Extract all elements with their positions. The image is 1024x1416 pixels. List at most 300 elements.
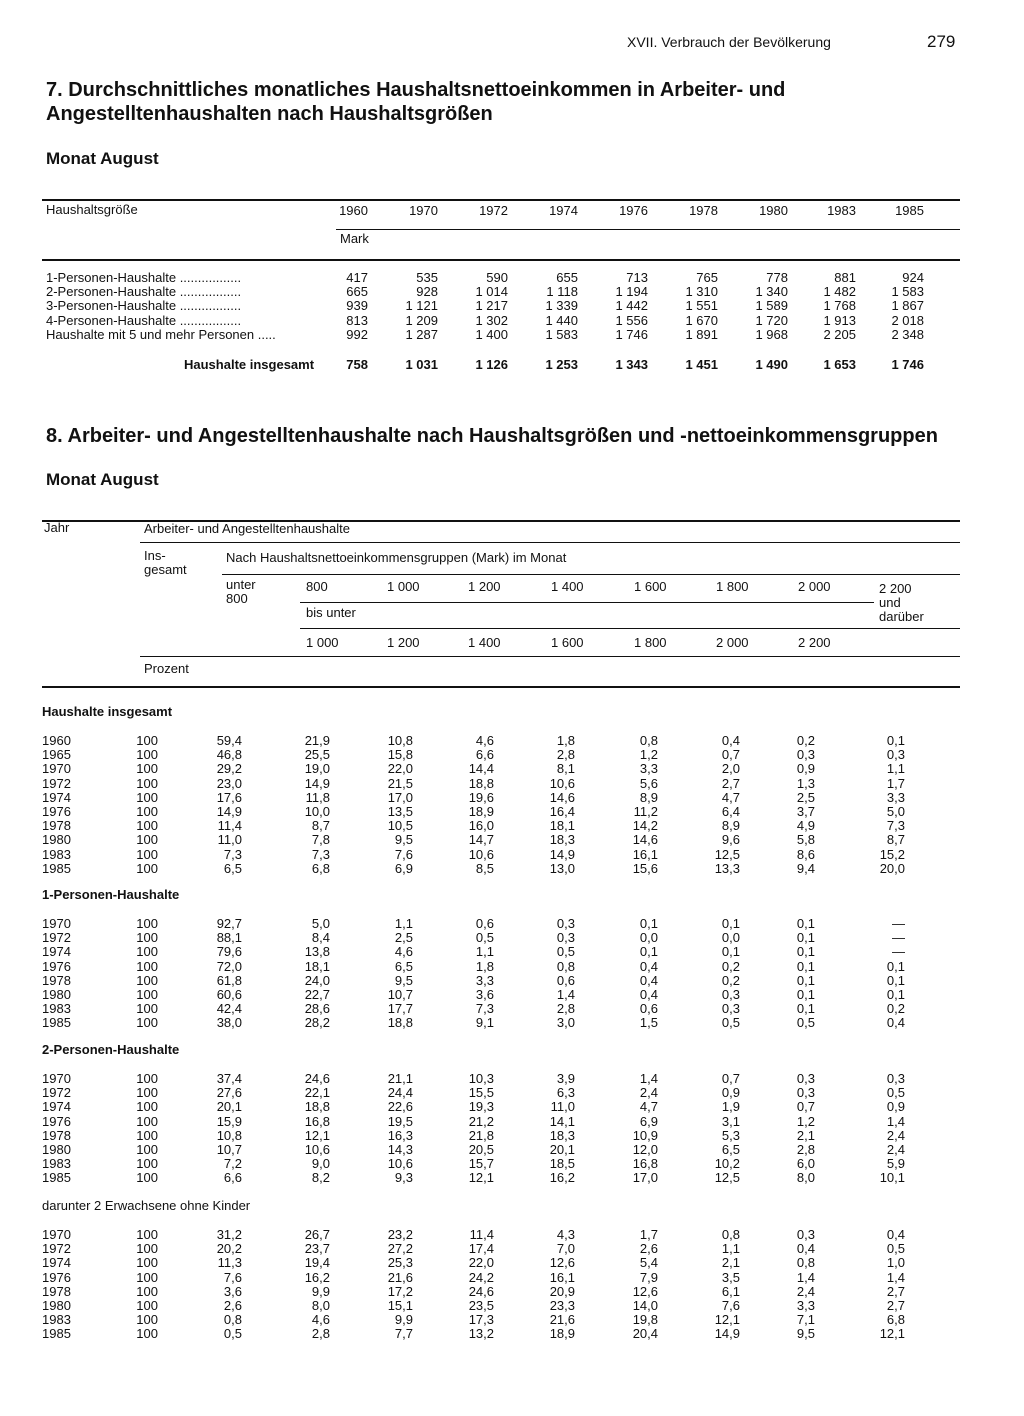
table7-value-cell: 1 891 <box>685 326 718 342</box>
table8-value-cell: 0,6 <box>475 916 494 931</box>
table8-to-cell: 1 200 <box>387 635 420 650</box>
table8-value-column <box>684 1228 740 1342</box>
table7-value-cell: 881 <box>834 270 856 285</box>
table8-value-column <box>759 1228 815 1342</box>
table8-value-cell: 2,1 <box>796 1127 815 1143</box>
table8-value-cell: 16,8 <box>304 1113 330 1129</box>
table8-value-cell: 13,8 <box>304 944 330 960</box>
table8-value-cell: 15,9 <box>216 1113 242 1129</box>
table8-value-cell: 10,5 <box>387 818 413 834</box>
table8-value-cell: 24,6 <box>304 1071 330 1086</box>
table8-value-cell: 0,2 <box>721 972 740 988</box>
table8-value-cell: 13,2 <box>468 1326 494 1342</box>
table7-value-cell: 1 310 <box>685 284 718 300</box>
table8-year-cell: 1983 <box>42 1156 71 1172</box>
table8-value-cell: 5,9 <box>886 1156 905 1172</box>
table8-last-header: 2 200 und darüber <box>879 581 924 625</box>
table8-value-column <box>602 917 658 1031</box>
table7-value-cell: 1 400 <box>475 326 508 342</box>
table8-value-cell: 3,6 <box>223 1283 242 1299</box>
table8-value-cell: 3,3 <box>796 1298 815 1314</box>
table8-value-column <box>759 734 815 876</box>
table8-value-cell: 22,1 <box>304 1085 330 1101</box>
table8-value-cell: 23,0 <box>216 775 242 791</box>
table8-value-cell: 19,4 <box>304 1255 330 1271</box>
table8-value-cell: 2,1 <box>721 1255 740 1271</box>
table8-value-cell: 0,1 <box>796 972 815 988</box>
table8-value-cell: 0,0 <box>639 930 658 946</box>
table8-value-cell: 2,4 <box>639 1085 658 1101</box>
table8-value-cell: 27,2 <box>387 1241 413 1257</box>
table8-to-cell: 2 200 <box>798 635 831 650</box>
table8-value-cell: 59,4 <box>216 733 242 748</box>
table8-value-cell: 0,5 <box>475 930 494 946</box>
table8-value-cell: 10,6 <box>468 846 494 862</box>
table8-value-cell: 0,1 <box>796 944 815 960</box>
table7-value-cell: 1 121 <box>405 298 438 314</box>
table8-value-cell: 3,3 <box>475 972 494 988</box>
table8-value-cell: 15,8 <box>387 747 413 763</box>
table8-value-cell: 15,7 <box>468 1156 494 1172</box>
table7-total-cell: 1 126 <box>475 357 508 372</box>
table8-value-cell: 10,6 <box>387 1156 413 1172</box>
table8-value-cell: 100 <box>136 733 158 748</box>
table8-value-cell: 4,9 <box>796 818 815 834</box>
table8-value-cell: 0,1 <box>639 916 658 931</box>
table7-total-cell: 1 451 <box>685 357 718 372</box>
table8-value-cell: 0,1 <box>796 958 815 974</box>
table8-value-column <box>102 1072 158 1186</box>
table8-value-column <box>438 734 494 876</box>
table8-value-cell: 29,2 <box>216 761 242 777</box>
table8-value-cell: 14,6 <box>549 789 575 805</box>
table8-from-rule <box>300 602 874 603</box>
table8-value-cell: 14,9 <box>216 804 242 820</box>
table8-value-cell: 16,8 <box>632 1156 658 1172</box>
table8-value-cell: 0,4 <box>639 987 658 1003</box>
table8-value-cell: 100 <box>136 1227 158 1242</box>
table8-value-column <box>849 917 905 1031</box>
table8-value-cell: 0,1 <box>886 733 905 748</box>
table8-value-column <box>357 917 413 1031</box>
table7-value-cell: 417 <box>346 270 368 285</box>
table8-year-cell: 1976 <box>42 804 71 820</box>
table8-value-cell: 12,1 <box>468 1170 494 1186</box>
table8-income-rule <box>222 574 960 575</box>
table8-value-cell: 92,7 <box>216 916 242 931</box>
table8-value-cell: 11,2 <box>633 804 658 820</box>
table8-value-cell: 0,6 <box>556 972 575 988</box>
table7-value-cell: 1 302 <box>475 312 508 328</box>
table8-value-cell: 0,7 <box>796 1099 815 1115</box>
table8-year-cell: 1970 <box>42 1227 71 1242</box>
table8-value-cell: 0,9 <box>796 761 815 777</box>
table8-value-cell: 11,3 <box>217 1255 242 1271</box>
table8-value-cell: 2,4 <box>886 1142 905 1158</box>
table8-year-cell: 1978 <box>42 1127 71 1143</box>
table7-value-cell: 765 <box>696 270 718 285</box>
table8-value-cell: 2,8 <box>311 1326 330 1342</box>
table8-value-cell: 0,3 <box>796 1071 815 1086</box>
table8-value-cell: 16,1 <box>549 1269 575 1285</box>
table7-value-column <box>796 271 856 342</box>
table8-value-cell: 3,1 <box>721 1113 740 1129</box>
table8-value-cell: 0,4 <box>886 1015 905 1031</box>
table8-value-cell: — <box>892 930 905 946</box>
table8-value-cell: 10,6 <box>549 775 575 791</box>
table8-value-cell: 6,5 <box>394 958 413 974</box>
table8-value-cell: 4,6 <box>311 1312 330 1328</box>
table8-value-cell: 0,1 <box>721 916 740 931</box>
table8-value-cell: 5,6 <box>639 775 658 791</box>
table8-value-cell: 10,8 <box>216 1127 242 1143</box>
table8-value-column <box>186 1072 242 1186</box>
table8-year-cell: 1978 <box>42 818 71 834</box>
table8-value-cell: 7,3 <box>886 818 905 834</box>
table8-value-cell: 4,7 <box>639 1099 658 1115</box>
table8-value-cell: 5,4 <box>639 1255 658 1271</box>
table7-value-cell: 1 720 <box>755 312 788 328</box>
table8-value-cell: 12,1 <box>879 1326 905 1342</box>
table8-value-cell: 9,6 <box>721 832 740 848</box>
table8-value-cell: 14,9 <box>304 775 330 791</box>
table8-value-cell: 8,9 <box>721 818 740 834</box>
table8-value-cell: 46,8 <box>216 747 242 763</box>
table8-year-cell: 1976 <box>42 1113 71 1129</box>
table8-value-cell: 14,7 <box>468 832 494 848</box>
table7-value-cell: 713 <box>626 270 648 285</box>
table7-value-cell: 1 968 <box>755 326 788 342</box>
table8-value-cell: 0,3 <box>721 987 740 1003</box>
table8-from-cell: 1 200 <box>468 579 501 594</box>
table7-row-labels <box>46 271 276 342</box>
table8-section-title: 2-Personen-Haushalte <box>42 1042 180 1057</box>
table8-value-column <box>438 1072 494 1186</box>
table8-value-column <box>357 1228 413 1342</box>
table8-value-cell: 0,7 <box>721 1071 740 1086</box>
table8-value-cell: 2,7 <box>721 775 740 791</box>
table8-value-cell: 19,5 <box>387 1113 413 1129</box>
table8-value-cell: 8,7 <box>311 818 330 834</box>
table8-value-cell: 2,8 <box>796 1142 815 1158</box>
table8-value-cell: 0,5 <box>886 1241 905 1257</box>
table8-value-cell: 0,1 <box>796 930 815 946</box>
table7-body-rule <box>42 259 960 261</box>
table8-value-cell: 12,0 <box>632 1142 658 1158</box>
table8-value-cell: 2,7 <box>886 1283 905 1299</box>
table8-value-cell: 21,1 <box>387 1071 413 1086</box>
table8-value-cell: 16,3 <box>387 1127 413 1143</box>
table8-bis-unter: bis unter <box>306 605 356 620</box>
table8-value-cell: 0,2 <box>796 733 815 748</box>
table8-value-cell: 0,4 <box>639 958 658 974</box>
table8-value-cell: 100 <box>136 747 158 763</box>
table8-year-cell: 1980 <box>42 987 71 1003</box>
table8-value-cell: 18,3 <box>549 832 575 848</box>
table8-value-cell: 9,3 <box>394 1170 413 1186</box>
table8-value-cell: 0,0 <box>721 930 740 946</box>
table8-value-column <box>602 734 658 876</box>
table7-value-cell: 1 556 <box>615 312 648 328</box>
table7-row-label: Haushalte mit 5 und mehr Personen ..... <box>46 326 276 342</box>
table8-value-cell: 17,4 <box>468 1241 494 1257</box>
table7-header-rule <box>336 229 960 230</box>
running-header: XVII. Verbrauch der Bevölkerung <box>627 34 831 50</box>
table8-value-cell: 7,3 <box>311 846 330 862</box>
table8-to-cell: 1 400 <box>468 635 501 650</box>
table8-value-cell: 7,3 <box>475 1001 494 1017</box>
table8-value-cell: 10,2 <box>714 1156 740 1172</box>
table8-value-cell: 6,5 <box>223 860 242 876</box>
table7-value-cell: 1 867 <box>891 298 924 314</box>
table8-value-cell: 12,6 <box>632 1283 658 1299</box>
table8-value-cell: 23,5 <box>468 1298 494 1314</box>
table8-value-cell: 1,5 <box>639 1015 658 1031</box>
table8-value-cell: 6,5 <box>721 1142 740 1158</box>
table7-value-cell: 1 217 <box>475 298 508 314</box>
table8-value-cell: 8,0 <box>311 1298 330 1314</box>
table8-value-cell: 18,9 <box>549 1326 575 1342</box>
table8-value-cell: 9,9 <box>394 1312 413 1328</box>
table8-value-column <box>519 734 575 876</box>
table7-value-cell: 590 <box>486 270 508 285</box>
table8-value-column <box>357 1072 413 1186</box>
table8-value-cell: 2,6 <box>639 1241 658 1257</box>
table8-year-cell: 1980 <box>42 1298 71 1314</box>
table8-value-cell: 7,0 <box>556 1241 575 1257</box>
table8-value-cell: 21,8 <box>468 1127 494 1143</box>
table7-value-cell: 1 442 <box>615 298 648 314</box>
table8-value-cell: 20,2 <box>216 1241 242 1257</box>
table7-value-cell: 1 583 <box>891 284 924 300</box>
table7-value-cell: 1 551 <box>685 298 718 314</box>
table8-value-cell: 0,2 <box>721 958 740 974</box>
table7-value-cell: 1 670 <box>685 312 718 328</box>
table8-group-header: Arbeiter- und Angestelltenhaushalte <box>144 521 350 536</box>
table8-value-cell: 31,2 <box>216 1227 242 1242</box>
table8-value-cell: 0,8 <box>721 1227 740 1242</box>
table8-value-cell: 0,6 <box>639 1001 658 1017</box>
table8-header-rule <box>140 656 960 657</box>
table8-value-cell: 4,3 <box>556 1227 575 1242</box>
table8-value-cell: 18,8 <box>468 775 494 791</box>
table8-value-column <box>186 734 242 876</box>
table8-value-cell: 79,6 <box>216 944 242 960</box>
table8-value-cell: 0,1 <box>886 987 905 1003</box>
table8-year-cell: 1983 <box>42 1312 71 1328</box>
table8-value-cell: 9,1 <box>475 1015 494 1031</box>
table8-year-cell: 1970 <box>42 1071 71 1086</box>
table7-value-cell: 1 287 <box>405 326 438 342</box>
table8-value-cell: 24,0 <box>304 972 330 988</box>
table8-value-cell: 100 <box>136 1099 158 1115</box>
table8-value-cell: 2,7 <box>886 1298 905 1314</box>
table8-year-cell: 1985 <box>42 860 71 876</box>
table7-value-column <box>518 271 578 342</box>
table8-year-cell: 1972 <box>42 930 71 946</box>
table7-year-header-cell: 1978 <box>689 203 718 218</box>
table8-value-cell: 100 <box>136 761 158 777</box>
table8-value-cell: 14,6 <box>632 832 658 848</box>
table8-from-cell: 1 600 <box>634 579 667 594</box>
table7-value-cell: 992 <box>346 326 368 342</box>
table8-value-cell: 2,8 <box>556 747 575 763</box>
table8-value-cell: 18,8 <box>304 1099 330 1115</box>
table8-from-cell: 2 000 <box>798 579 831 594</box>
table8-year-column <box>42 1072 71 1186</box>
table7-year-header-cell: 1970 <box>409 203 438 218</box>
table7-year-header-cell: 1972 <box>479 203 508 218</box>
table8-value-cell: 2,6 <box>223 1298 242 1314</box>
table8-value-cell: 17,0 <box>387 789 413 805</box>
table8-value-cell: 100 <box>136 1113 158 1129</box>
table8-subtitle: Monat August <box>46 470 159 489</box>
table8-value-cell: 100 <box>136 1283 158 1299</box>
table8-value-cell: 1,3 <box>796 775 815 791</box>
table8-value-cell: 6,9 <box>639 1113 658 1129</box>
table8-year-cell: 1972 <box>42 1241 71 1257</box>
table8-value-cell: 1,0 <box>886 1255 905 1271</box>
table8-value-cell: 25,3 <box>387 1255 413 1271</box>
table8-value-cell: 3,5 <box>721 1269 740 1285</box>
table7-value-cell: 1 014 <box>475 284 508 300</box>
table8-value-cell: 23,3 <box>549 1298 575 1314</box>
table8-value-cell: 18,5 <box>549 1156 575 1172</box>
table8-value-cell: 25,5 <box>304 747 330 763</box>
table8-value-cell: 9,9 <box>311 1283 330 1299</box>
table8-value-cell: 19,8 <box>632 1312 658 1328</box>
table8-value-cell: — <box>892 916 905 931</box>
table8-year-cell: 1974 <box>42 789 71 805</box>
table7-value-column <box>658 271 718 342</box>
table8-value-cell: 8,9 <box>639 789 658 805</box>
table8-value-cell: 1,2 <box>639 747 658 763</box>
table8-value-cell: 16,4 <box>549 804 575 820</box>
table8-value-cell: 100 <box>136 1255 158 1271</box>
table8-value-cell: 2,4 <box>886 1127 905 1143</box>
table8-value-cell: 0,4 <box>721 733 740 748</box>
table8-value-cell: 16,0 <box>468 818 494 834</box>
table8-value-column <box>519 1072 575 1186</box>
table7-value-cell: 2 205 <box>823 326 856 342</box>
table8-year-cell: 1985 <box>42 1015 71 1031</box>
table8-value-cell: 1,7 <box>639 1227 658 1242</box>
table8-value-cell: 2,8 <box>556 1001 575 1017</box>
table8-value-cell: 6,1 <box>721 1283 740 1299</box>
table8-value-cell: 21,2 <box>468 1113 494 1129</box>
table8-value-cell: 100 <box>136 1071 158 1086</box>
table8-value-cell: 17,2 <box>387 1283 413 1299</box>
table8-value-cell: 10,7 <box>216 1142 242 1158</box>
table8-value-cell: 1,7 <box>886 775 905 791</box>
table8-bis-rule <box>300 628 960 629</box>
table7-value-cell: 1 746 <box>615 326 648 342</box>
table8-year-cell: 1970 <box>42 916 71 931</box>
table8-value-cell: 20,5 <box>468 1142 494 1158</box>
table8-value-cell: 9,0 <box>311 1156 330 1172</box>
table8-value-cell: 22,6 <box>387 1099 413 1115</box>
table7-value-cell: 1 209 <box>405 312 438 328</box>
table8-value-cell: 20,4 <box>632 1326 658 1342</box>
table8-value-cell: 10,3 <box>468 1071 494 1086</box>
table8-value-cell: 1,1 <box>475 944 494 960</box>
table8-value-cell: 24,4 <box>387 1085 413 1101</box>
table8-value-cell: 20,0 <box>879 860 905 876</box>
table8-to-cell: 1 800 <box>634 635 667 650</box>
table8-value-cell: 0,9 <box>721 1085 740 1101</box>
table8-value-cell: 18,9 <box>468 804 494 820</box>
table8-value-cell: 19,0 <box>304 761 330 777</box>
table8-value-cell: 100 <box>136 1001 158 1017</box>
table7-year-header-cell: 1983 <box>827 203 856 218</box>
table8-value-cell: 9,5 <box>394 972 413 988</box>
table7-total-cell: 1 031 <box>405 357 438 372</box>
table8-value-cell: 17,0 <box>632 1170 658 1186</box>
table8-value-cell: 5,0 <box>886 804 905 820</box>
table7-value-cell: 1 482 <box>823 284 856 300</box>
table8-value-cell: 10,0 <box>304 804 330 820</box>
table7-value-cell: 939 <box>346 298 368 314</box>
table8-year-cell: 1983 <box>42 846 71 862</box>
table8-value-cell: 19,6 <box>468 789 494 805</box>
table7-year-header-cell: 1976 <box>619 203 648 218</box>
table8-year-cell: 1965 <box>42 747 71 763</box>
table7-row-label: 2-Personen-Haushalte ................. <box>46 284 242 300</box>
table8-year-cell: 1985 <box>42 1170 71 1186</box>
table8-value-cell: 0,5 <box>556 944 575 960</box>
table7-value-cell: 813 <box>346 312 368 328</box>
table8-value-cell: 10,7 <box>387 987 413 1003</box>
table8-value-cell: 14,0 <box>632 1298 658 1314</box>
table8-value-cell: 18,8 <box>387 1015 413 1031</box>
table8-value-cell: 14,2 <box>632 818 658 834</box>
table7-value-cell: 2 018 <box>891 312 924 328</box>
table7-value-cell: 655 <box>556 270 578 285</box>
table8-value-cell: 100 <box>136 1241 158 1257</box>
table7-total-label: Haushalte insgesamt <box>184 357 315 372</box>
table8-value-cell: 100 <box>136 1298 158 1314</box>
table8-value-cell: 12,5 <box>714 1170 740 1186</box>
table8-value-cell: 38,0 <box>216 1015 242 1031</box>
table8-value-cell: 0,8 <box>556 958 575 974</box>
table8-value-cell: 0,5 <box>721 1015 740 1031</box>
table8-value-cell: 5,3 <box>721 1127 740 1143</box>
table8-year-cell: 1978 <box>42 1283 71 1299</box>
table8-value-cell: 22,7 <box>304 987 330 1003</box>
table7-year-header-cell: 1960 <box>339 203 368 218</box>
table8-value-cell: 11,0 <box>550 1099 575 1115</box>
table8-value-cell: 8,2 <box>311 1170 330 1186</box>
table8-year-cell: 1980 <box>42 1142 71 1158</box>
table8-value-cell: 1,4 <box>639 1071 658 1086</box>
table8-value-cell: 4,7 <box>721 789 740 805</box>
table8-unter-800-header: unter 800 <box>226 577 256 607</box>
table8-jahr-header: Jahr <box>44 520 70 535</box>
table8-value-column <box>274 917 330 1031</box>
table8-value-cell: 1,2 <box>796 1113 815 1129</box>
table8-value-cell: 0,3 <box>886 747 905 763</box>
table8-value-cell: 12,5 <box>714 846 740 862</box>
table8-value-cell: 8,5 <box>475 860 494 876</box>
table8-year-column <box>42 734 71 876</box>
table8-value-cell: 21,6 <box>549 1312 575 1328</box>
table8-value-cell: 18,1 <box>304 958 330 974</box>
table8-value-cell: 17,6 <box>216 789 242 805</box>
table8-year-cell: 1960 <box>42 733 71 748</box>
table8-value-cell: 0,5 <box>886 1085 905 1101</box>
table7-total-cell: 1 653 <box>823 357 856 372</box>
table8-value-cell: 0,1 <box>721 944 740 960</box>
